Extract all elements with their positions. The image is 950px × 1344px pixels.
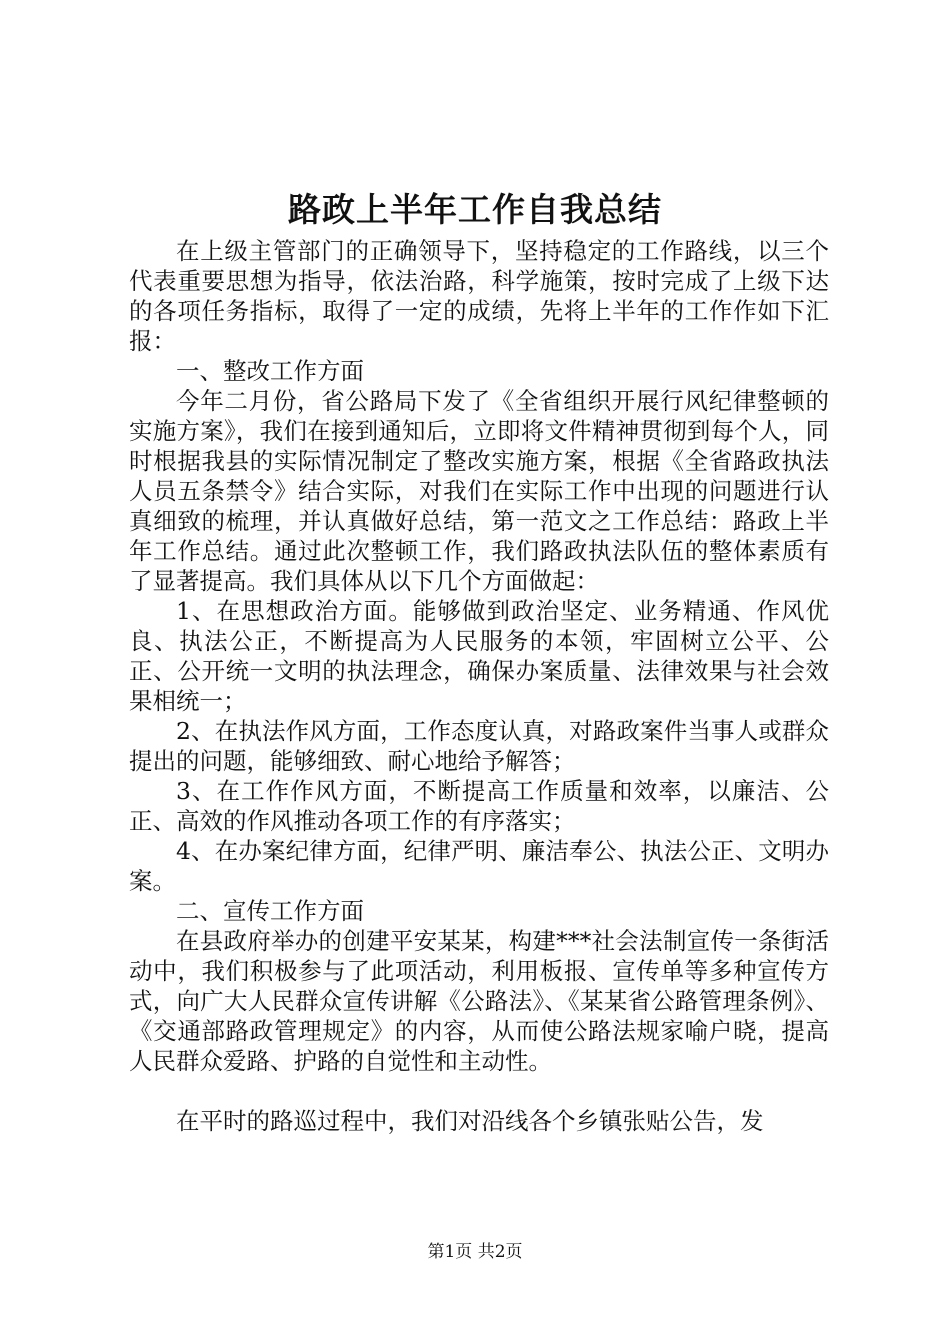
list-item-enforcement-style: 2、在执法作风方面，工作态度认真，对路政案件当事人或群众提出的问题，能够细致、耐心地给予解答；: [129, 717, 829, 775]
page-title: 路政上半年工作自我总结: [288, 190, 662, 229]
page-footer: 第1页 共2页: [427, 1242, 523, 1262]
paragraph-rectification: 今年二月份，省公路局下发了《全省组织开展行风纪律整顿的实施方案》，我们在接到通知后，立即将文件精神贯彻到每个人，同时根据我县的实际情况制定了整改实施方案，根据《全省路政执法人员五条禁令》结合实际，对我们在实际工作中出现的问题进行认真细致的梳理，并认真做好总结，第一范文之工作总结：路政上半年工作总结。通过此次整顿工作，我们路政执法队伍的整体素质有了显著提高。我们具体从以下几个方面做起：: [129, 387, 829, 595]
section-heading-rectification: 一、整改工作方面: [176, 357, 364, 385]
paragraph-patrol: 在平时的路巡过程中，我们对沿线各个乡镇张贴公告，发: [176, 1107, 764, 1135]
paragraph-intro: 在上级主管部门的正确领导下，坚持稳定的工作路线，以三个代表重要思想为指导，依法治路，科学施策，按时完成了上级下达的各项任务指标，取得了一定的成绩，先将上半年的工作作如下汇报：: [129, 237, 829, 355]
section-heading-publicity: 二、宣传工作方面: [176, 897, 364, 925]
list-item-work-style: 3、在工作作风方面，不断提高工作质量和效率，以廉洁、公正、高效的作风推动各项工作的有序落实；: [129, 777, 829, 835]
list-item-case-discipline: 4、在办案纪律方面，纪律严明、廉洁奉公、执法公正、文明办案。: [129, 837, 829, 895]
paragraph-publicity: 在县政府举办的创建平安某某，构建***社会法制宣传一条街活动中，我们积极参与了此项活动，利用板报、宣传单等多种宣传方式，向广大人民群众宣传讲解《公路法》、《某某省公路管理条例》、《交通部路政管理规定》的内容，从而使公路法规家喻户晓，提高人民群众爱路、护路的自觉性和主动性。: [129, 927, 829, 1075]
document-body: [129, 236, 829, 1136]
list-item-political: 1、在思想政治方面。能够做到政治坚定、业务精通、作风优良、执法公正，不断提高为人民服务的本领，牢固树立公平、公正、公开统一文明的执法理念，确保办案质量、法律效果与社会效果相统一；: [129, 597, 829, 715]
paragraph-gap: [129, 1076, 829, 1106]
